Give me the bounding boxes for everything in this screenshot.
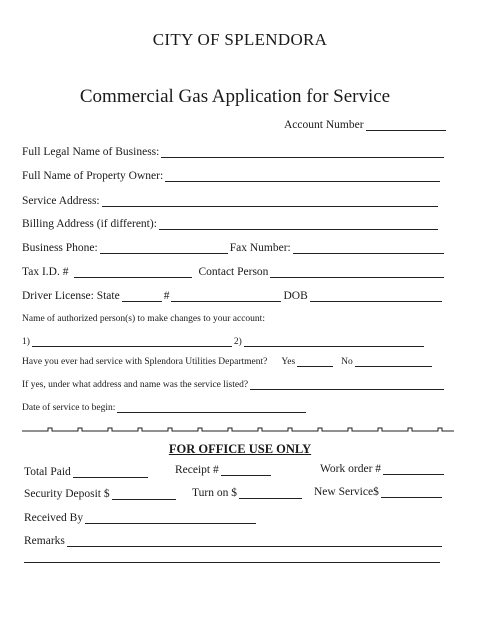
authorized-2-field[interactable] xyxy=(244,336,424,347)
total-paid-row xyxy=(24,466,150,478)
fax-number-label: Fax Number: xyxy=(229,242,291,254)
contact-person-field[interactable] xyxy=(270,267,444,278)
driver-license-state-label: Driver License: State xyxy=(22,290,120,302)
legal-name-field[interactable] xyxy=(161,147,444,158)
prior-address-field[interactable] xyxy=(250,379,444,390)
turn-on-field[interactable] xyxy=(239,488,302,499)
receipt-row xyxy=(175,464,273,476)
legal-name-row xyxy=(22,146,446,158)
security-deposit-field[interactable] xyxy=(112,489,176,500)
turn-on-label: Turn on $ xyxy=(192,487,237,499)
authorized-2-label: 2) xyxy=(233,337,242,347)
business-phone-label: Business Phone: xyxy=(22,242,98,254)
received-by-field[interactable] xyxy=(85,513,256,524)
work-order-label: Work order # xyxy=(320,463,382,475)
owner-name-row xyxy=(22,170,442,182)
owner-name-field[interactable] xyxy=(165,171,440,182)
work-order-row xyxy=(320,463,446,475)
driver-license-state-field[interactable] xyxy=(122,291,162,302)
service-begin-row xyxy=(22,402,308,413)
remarks-label: Remarks xyxy=(24,535,65,547)
turn-on-row xyxy=(192,487,304,499)
tax-id-label: Tax I.D. # xyxy=(22,266,69,278)
new-service-field[interactable] xyxy=(381,487,442,498)
remarks-row xyxy=(24,535,444,547)
receipt-label: Receipt # xyxy=(175,464,219,476)
yes-field[interactable] xyxy=(297,356,333,367)
phone-fax-row xyxy=(22,242,446,254)
account-number-row xyxy=(284,119,448,131)
account-number-label: Account Number xyxy=(284,119,364,131)
receipt-field[interactable] xyxy=(221,465,271,476)
office-use-heading: FOR OFFICE USE ONLY xyxy=(168,442,312,456)
authorized-1-label: 1) xyxy=(22,337,30,347)
no-field[interactable] xyxy=(355,356,432,367)
tax-contact-row xyxy=(22,266,446,278)
service-address-field[interactable] xyxy=(102,196,438,207)
security-deposit-label: Security Deposit $ xyxy=(24,488,110,500)
dob-field[interactable] xyxy=(310,291,442,302)
driver-license-number-field[interactable] xyxy=(171,291,281,302)
driver-license-number-label: # xyxy=(163,290,170,302)
total-paid-field[interactable] xyxy=(73,467,148,478)
fax-number-field[interactable] xyxy=(293,243,444,254)
authorized-names-row xyxy=(22,336,426,347)
driver-license-row xyxy=(22,290,444,302)
remarks-field[interactable] xyxy=(67,536,442,547)
prior-service-row xyxy=(22,356,434,367)
form-title: Commercial Gas Application for Service xyxy=(79,86,391,107)
yes-label: Yes xyxy=(281,357,296,367)
prior-address-row xyxy=(22,379,446,390)
new-service-label: New Service$ xyxy=(314,486,379,498)
service-address-row xyxy=(22,195,440,207)
prior-service-label: Have you ever had service with Splendora Utilities Department? xyxy=(22,357,268,367)
received-by-label: Received By xyxy=(24,512,84,524)
service-begin-label: Date of service to begin: xyxy=(22,403,116,413)
business-phone-field[interactable] xyxy=(100,243,228,254)
prior-address-label: If yes, under what address and name was the service listed? xyxy=(22,380,249,390)
service-begin-field[interactable] xyxy=(117,402,306,413)
service-address-label: Service Address: xyxy=(22,195,100,207)
contact-person-label: Contact Person xyxy=(198,266,269,278)
security-deposit-row xyxy=(24,488,178,500)
new-service-row xyxy=(314,486,444,498)
remarks-extra-line[interactable] xyxy=(24,562,440,563)
work-order-field[interactable] xyxy=(383,464,444,475)
no-label: No xyxy=(341,357,353,367)
dob-label: DOB xyxy=(283,290,308,302)
owner-name-label: Full Name of Property Owner: xyxy=(22,170,164,182)
billing-address-row xyxy=(22,218,440,230)
authorized-persons-row xyxy=(22,314,265,324)
billing-address-field[interactable] xyxy=(159,219,438,230)
total-paid-label: Total Paid xyxy=(24,466,71,478)
authorized-1-field[interactable] xyxy=(32,336,232,347)
account-number-field[interactable] xyxy=(366,120,446,131)
authorized-persons-label: Name of authorized person(s) to make changes to your account: xyxy=(22,314,265,324)
tax-id-field[interactable] xyxy=(74,267,192,278)
billing-address-label: Billing Address (if different): xyxy=(22,218,157,230)
legal-name-label: Full Legal Name of Business: xyxy=(22,146,160,158)
city-name: CITY OF SPLENDORA xyxy=(152,30,328,49)
received-by-row xyxy=(24,512,258,524)
cut-line xyxy=(22,426,454,434)
